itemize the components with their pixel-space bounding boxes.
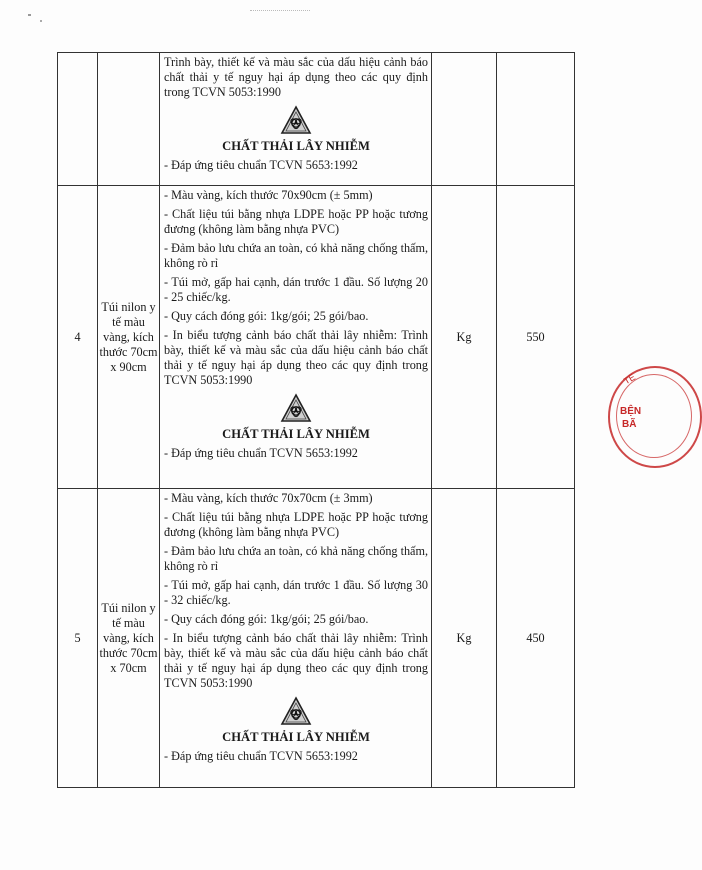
spec-item: - In biểu tượng cảnh báo chất thải lây nhiễm: Trình bày, thiết kế và màu sắc của dấu hiệu cảnh báo chất thải y tế nguy hại áp dụng theo các quy định trong TCVN 5053:1990 [164,328,428,387]
stamp-text: TE [622,371,637,387]
spec-item: - Quy cách đóng gói: 1kg/gói; 25 gói/bao. [164,612,369,626]
spec-item: - Chất liệu túi bằng nhựa LDPE hoặc PP hoặc tương đương (không làm bằng nhựa PVC) [164,207,428,236]
spec-cell [160,53,432,186]
standard-note: - Đáp ứng tiêu chuẩn TCVN 5653:1992 [164,446,358,460]
quantity-cell [497,53,575,186]
spec-item: - Đảm bảo lưu chứa an toàn, có khả năng chống thấm, không rò rỉ [164,544,428,573]
product-name-cell: Túi nilon y tế màu vàng, kích thước 70cm x 70cm [98,489,160,788]
spec-item: - Túi mở, gấp hai cạnh, dán trước 1 đầu. Số lượng 20 - 25 chiếc/kg. [164,275,428,304]
scan-speck [28,14,31,16]
table-row-5 [57,488,575,788]
biohazard-triangle-icon [281,697,311,725]
spec-item: - Quy cách đóng gói: 1kg/gói; 25 gói/bao. [164,309,369,323]
unit-cell: Kg [432,186,497,489]
biohazard-triangle-icon [281,106,311,134]
stamp-text: BÃ [622,419,637,430]
stt-cell [58,53,98,186]
spec-table-segment [57,52,575,186]
spec-item: - In biểu tượng cảnh báo chất thải lây nhiễm: Trình bày, thiết kế và màu sắc của dấu hiệu cảnh báo chất thải y tế nguy hại áp dụng theo các quy định trong TCVN 5053:1990 [164,631,428,690]
stamp-text: BỆN [620,406,642,417]
quantity-cell: 550 [497,186,575,489]
spec-table-segment [57,185,575,489]
table-row-4 [57,185,575,489]
spec-item: - Đảm bảo lưu chứa an toàn, có khả năng chống thấm, không rò rỉ [164,241,428,270]
red-stamp-fragment [600,360,642,470]
product-name-cell [98,53,160,186]
spec-item: Trình bày, thiết kế và màu sắc của dấu hiệu cảnh báo chất thải y tế nguy hại áp dụng theo các quy định trong TCVN 5053:1990 [164,55,428,99]
unit-cell: Kg [432,489,497,788]
spec-item: - Màu vàng, kích thước 70x70cm (± 3mm) [164,491,373,505]
spec-cell [160,186,432,489]
unit-cell [432,53,497,186]
table-row-continuation [57,52,575,186]
stt-cell: 5 [58,489,98,788]
spec-item: - Chất liệu túi bằng nhựa LDPE hoặc PP hoặc tương đương (không làm bằng nhựa PVC) [164,510,428,539]
spec-item: - Túi mở, gấp hai cạnh, dán trước 1 đầu. Số lượng 30 - 32 chiếc/kg. [164,578,428,607]
hazard-label: CHẤT THẢI LÂY NHIỄM [222,730,370,744]
hazard-label: CHẤT THẢI LÂY NHIỄM [222,139,370,153]
spec-table-segment [57,488,575,788]
standard-note: - Đáp ứng tiêu chuẩn TCVN 5653:1992 [164,158,358,172]
spec-item: - Màu vàng, kích thước 70x90cm (± 5mm) [164,188,373,202]
scan-speck [250,10,310,12]
stt-cell: 4 [58,186,98,489]
hazard-label: CHẤT THẢI LÂY NHIỄM [222,427,370,441]
product-name-cell: Túi nilon y tế màu vàng, kích thước 70cm x 90cm [98,186,160,489]
biohazard-triangle-icon [281,394,311,422]
standard-note: - Đáp ứng tiêu chuẩn TCVN 5653:1992 [164,749,358,763]
quantity-cell: 450 [497,489,575,788]
spec-cell [160,489,432,788]
scan-speck [40,20,42,22]
